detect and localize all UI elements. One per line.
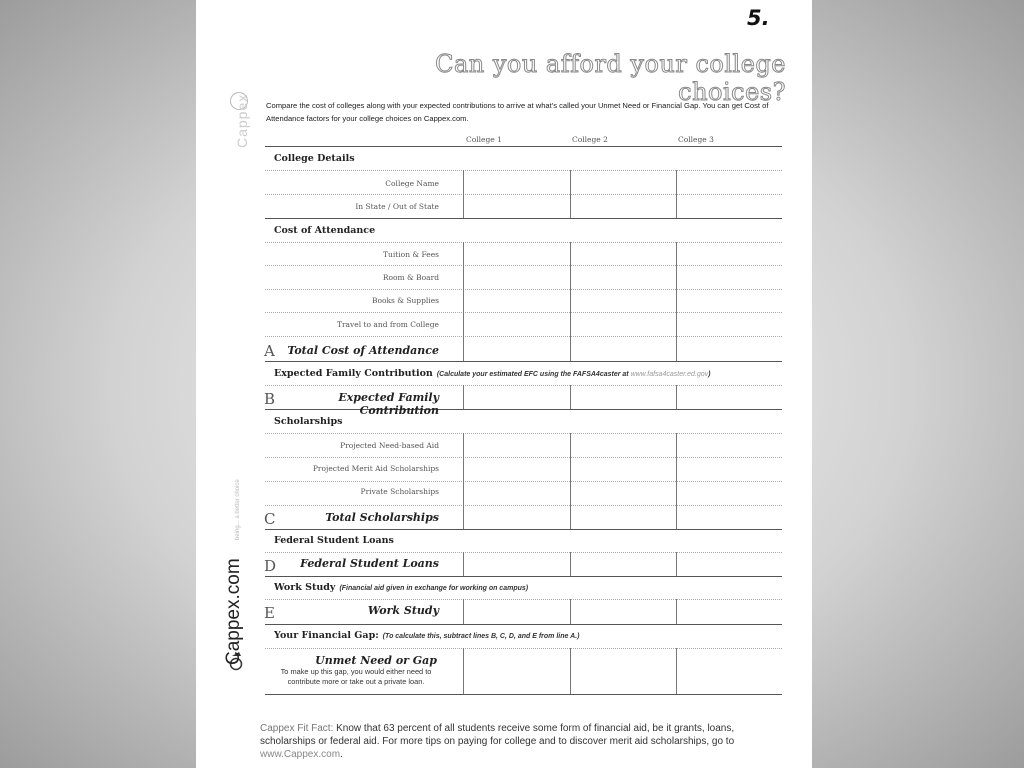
rule [265, 624, 782, 625]
row-label-books: Books & Supplies [371, 296, 439, 305]
section-financial-gap-title: Your Financial Gap: [274, 630, 379, 641]
column-divider [570, 648, 571, 694]
rule [265, 194, 782, 195]
line-letter-e: E [264, 604, 275, 622]
column-divider [676, 170, 677, 218]
efc-note [437, 371, 711, 378]
row-label-in-state: In State / Out of State [355, 202, 439, 211]
column-divider [463, 385, 464, 409]
rule [265, 433, 782, 434]
fact-url[interactable]: www.Cappex.com [260, 749, 341, 760]
column-divider [463, 242, 464, 361]
worksheet-page [196, 0, 812, 768]
row-label-travel: Travel to and from College [336, 320, 439, 329]
fact-end: . [340, 749, 343, 760]
brand-tagline: being... a better choice [235, 479, 241, 540]
column-divider [463, 648, 464, 694]
fact-text: Know that 63 percent of all students receive some form of financial aid, be it grants, loans, scholarships or federal aid. For more tips on paying for college and to discover merit aid scholarships, go to [260, 723, 735, 747]
financial-gap-note: (To calculate this, subtract lines B, C, D, and E from line A.) [382, 633, 580, 640]
row-label-merit-aid: Projected Merit Aid Scholarships [312, 464, 439, 473]
column-divider [570, 599, 571, 624]
row-label-private-scholarships: Private Scholarships [360, 487, 439, 496]
column-divider [676, 242, 677, 361]
unmet-need-title: Unmet Need or Gap [315, 654, 437, 667]
line-letter-a: A [264, 342, 275, 360]
rule [265, 505, 782, 506]
column-divider [463, 433, 464, 529]
rule [265, 385, 782, 386]
rule [265, 481, 782, 482]
line-letter-d: D [264, 557, 277, 575]
rule [265, 242, 782, 243]
section-cost-of-attendance: Cost of Attendance [274, 225, 376, 236]
row-label-college-name: College Name [385, 179, 439, 188]
section-efc [274, 368, 710, 379]
federal-loans-label: Federal Student Loans [300, 557, 439, 570]
column-divider [570, 170, 571, 218]
section-federal-loans: Federal Student Loans [274, 535, 394, 546]
row-label-tuition: Tuition & Fees [383, 250, 439, 259]
line-letter-c: C [264, 510, 276, 528]
column-divider [463, 170, 464, 218]
rule [265, 218, 782, 219]
page-title: Can you afford your college choices? [435, 50, 786, 106]
brand-name: Cappex.com [223, 558, 244, 665]
cappex-fit-fact [260, 722, 792, 761]
total-cost-label: Total Cost of Attendance [287, 344, 439, 357]
rule [265, 694, 782, 695]
rule [265, 648, 782, 649]
rule [265, 552, 782, 553]
page-number: 5. [747, 6, 770, 30]
unmet-need-note: To make up this gap, you would either need to contribute more or take out a private loan. [280, 667, 432, 686]
column-header-college-1: College 1 [466, 135, 502, 144]
column-divider [676, 648, 677, 694]
intro-text: Compare the cost of colleges along with your expected contributions to arrive at what's called your Unmet Need or Financial Gap. You can get Cost of Attendance factors for your college choices on Cappex.com. [266, 101, 769, 123]
section-work-study [274, 582, 528, 593]
column-divider [570, 433, 571, 529]
column-divider [676, 385, 677, 409]
rule [265, 361, 782, 362]
section-work-study-title: Work Study [274, 582, 336, 593]
column-divider [676, 599, 677, 624]
rule [265, 529, 782, 530]
section-financial-gap [274, 630, 579, 641]
rule [265, 289, 782, 290]
column-divider [463, 599, 464, 624]
efc-note-end: ) [708, 371, 711, 378]
work-study-note: (Financial aid given in exchange for working on campus) [339, 585, 529, 592]
efc-url: www.fafsa4caster.ed.gov [630, 371, 709, 378]
rule [265, 336, 782, 337]
total-scholarships-label: Total Scholarships [325, 511, 439, 524]
rule [265, 312, 782, 313]
column-divider [463, 552, 464, 576]
column-divider [570, 242, 571, 361]
rule [265, 146, 782, 147]
column-header-college-3: College 3 [678, 135, 714, 144]
faded-side-text: Cappex [234, 93, 250, 148]
work-study-label: Work Study [367, 604, 439, 617]
fact-label: Cappex Fit Fact: [260, 723, 334, 734]
rule [265, 265, 782, 266]
rule [265, 170, 782, 171]
column-divider [676, 433, 677, 529]
row-label-need-aid: Projected Need-based Aid [340, 441, 439, 450]
section-efc-title: Expected Family Contribution [274, 368, 433, 379]
efc-note-text: (Calculate your estimated EFC using the FAFSA4caster at [436, 371, 631, 378]
section-college-details: College Details [274, 153, 355, 164]
rule [265, 457, 782, 458]
cappex-logo [223, 558, 245, 665]
column-header-college-2: College 2 [572, 135, 608, 144]
rule [265, 599, 782, 600]
column-divider [676, 552, 677, 576]
rule [265, 576, 782, 577]
column-divider [570, 552, 571, 576]
section-scholarships: Scholarships [274, 416, 343, 427]
efc-total-label: Expected Family Contribution [338, 391, 439, 417]
row-label-room: Room & Board [382, 273, 439, 282]
line-letter-b: B [264, 390, 276, 408]
column-divider [570, 385, 571, 409]
